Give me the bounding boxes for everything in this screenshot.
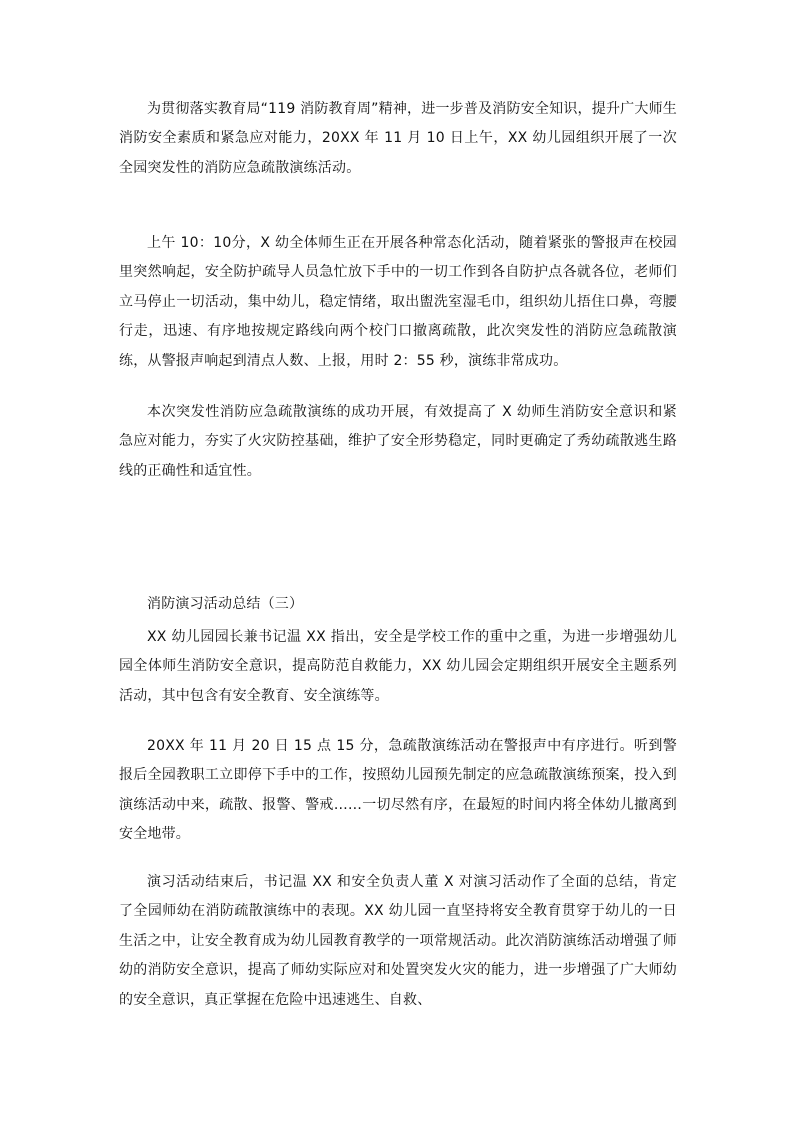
paragraph-drill-summary [119,868,677,1015]
paragraph-drill-process [119,229,677,376]
paragraph-text: 为贯彻落实教育局“119 消防教育周”精神，进一步普及消防安全知识，提升广大师生消防安全素质和紧急应对能力，20XX 年 11 月 10 日上午，XX 幼儿园组织开展了一次全园突发性的消防应急疏散演练活动。 [119,101,677,176]
paragraph-drill-result [119,398,677,486]
paragraph-fire-education-week [119,95,677,183]
paragraph-drill-timeline [119,732,677,850]
paragraph-text: 20XX 年 11 月 20 日 15 点 15 分，急疏散演练活动在警报声中有序进行。听到警报后全园教职工立即停下手中的工作，按照幼儿园预先制定的应急疏散演练预案，投入到演练活动中来，疏散、报警、警戒……一切尽然有序，在最短的时间内将全体幼儿撤离到安全地带。 [119,738,677,843]
paragraph-principal-remarks [119,623,677,711]
paragraph-text: 上午 10：10分，X 幼全体师生正在开展各种常态化活动，随着紧张的警报声在校园里突然响起，安全防护疏导人员急忙放下手中的一切工作到各自防护点各就各位，老师们立马停止一切活动，集中幼儿，稳定情绪，取出盥洗室湿毛巾，组织幼儿捂住口鼻，弯腰行走，迅速、有序地按规定路线向两个校门口撤离疏散，此次突发性的消防应急疏散演练，从警报声响起到清点人数、上报，用时 2：55 秒，演练非常成功。 [119,235,677,369]
paragraph-text: XX 幼儿园园长兼书记温 XX 指出，安全是学校工作的重中之重，为进一步增强幼儿园全体师生消防安全意识，提高防范自救能力，XX 幼儿园会定期组织开展安全主题系列活动，其中包含有安全教育、安全演练等。 [119,629,677,704]
paragraph-text: 演习活动结束后，书记温 XX 和安全负责人董 X 对演习活动作了全面的总结，肯定了全园师幼在消防疏散演练中的表现。XX 幼儿园一直坚持将安全教育贯穿于幼儿的一日生活之中，让安全教育成为幼儿园教育教学的一项常规活动。此次消防演练活动增强了师幼的消防安全意识，提高了师幼实际应对和处置突发火灾的能力，进一步增强了广大师幼的安全意识，真正掌握在危险中迅速逃生、自救、 [119,874,677,1008]
paragraph-text: 本次突发性消防应急疏散演练的成功开展，有效提高了 X 幼师生消防安全意识和紧急应对能力，夯实了火灾防控基础，维护了安全形势稳定，同时更确定了秀幼疏散逃生路线的正确性和适宜性。 [119,404,677,479]
section-title: 消防演习活动总结（三） [147,596,304,612]
